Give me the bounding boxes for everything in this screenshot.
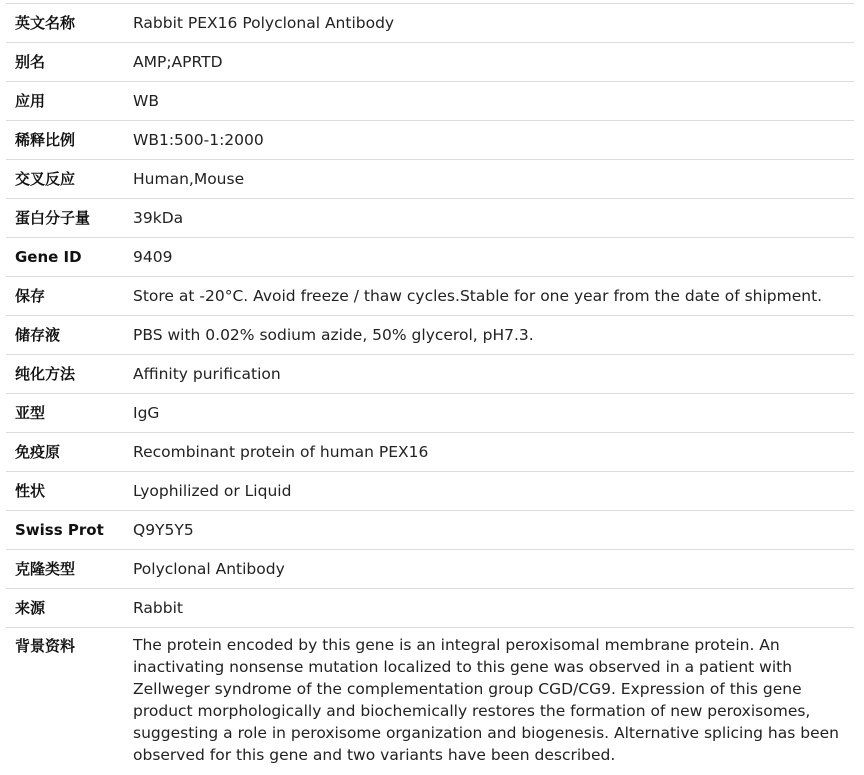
row-application — [6, 82, 854, 121]
row-label: 应用 — [15, 92, 46, 110]
row-value: WB1:500-1:2000 — [133, 131, 264, 149]
row-label: 背景资料 — [15, 637, 76, 655]
row-isotype — [6, 394, 854, 433]
row-background — [6, 628, 854, 770]
row-molecular-weight — [6, 199, 854, 238]
row-label: 纯化方法 — [15, 365, 76, 383]
row-form — [6, 472, 854, 511]
row-value: Lyophilized or Liquid — [133, 482, 292, 500]
spec-table — [6, 3, 854, 770]
row-value: Q9Y5Y5 — [133, 521, 194, 539]
row-label: 交叉反应 — [15, 170, 76, 188]
row-value: 9409 — [133, 248, 173, 266]
row-label: 保存 — [15, 287, 46, 305]
row-value: AMP;APRTD — [133, 53, 223, 71]
row-gene-id — [6, 238, 854, 277]
row-dilution — [6, 121, 854, 160]
row-value: Recombinant protein of human PEX16 — [133, 443, 429, 461]
row-english-name — [6, 4, 854, 43]
row-clonality — [6, 550, 854, 589]
row-purification — [6, 355, 854, 394]
row-cross-reactivity — [6, 160, 854, 199]
row-value: Affinity purification — [133, 365, 281, 383]
row-value: PBS with 0.02% sodium azide, 50% glycerol, pH7.3. — [133, 326, 534, 344]
row-label: Gene ID — [15, 248, 82, 266]
row-value: IgG — [133, 404, 160, 422]
row-value: Polyclonal Antibody — [133, 560, 285, 578]
row-value: WB — [133, 92, 159, 110]
row-label: Swiss Prot — [15, 521, 104, 539]
row-label: 英文名称 — [15, 14, 76, 32]
row-label: 稀释比例 — [15, 131, 76, 149]
row-label: 储存液 — [15, 326, 61, 344]
row-storage — [6, 277, 854, 316]
row-value: Rabbit — [133, 599, 183, 617]
row-alias — [6, 43, 854, 82]
row-label: 性状 — [15, 482, 46, 500]
row-swiss-prot — [6, 511, 854, 550]
row-label: 来源 — [15, 599, 46, 617]
row-value: Rabbit PEX16 Polyclonal Antibody — [133, 14, 395, 32]
row-label: 亚型 — [15, 404, 46, 422]
row-label: 蛋白分子量 — [15, 209, 91, 227]
row-host-source — [6, 589, 854, 628]
row-value: Store at -20°C. Avoid freeze / thaw cycles.Stable for one year from the date of shipment. — [133, 287, 823, 305]
row-label: 别名 — [15, 53, 46, 71]
row-label: 免疫原 — [15, 443, 61, 461]
row-value: Human,Mouse — [133, 170, 245, 188]
row-storage-buffer — [6, 316, 854, 355]
row-label: 克隆类型 — [15, 560, 76, 578]
row-value: 39kDa — [133, 209, 184, 227]
row-value: The protein encoded by this gene is an integral peroxisomal membrane protein. An inactivating nonsense mutation localized to this gene was observed in a patient with Zellweger syndrome of the complementation group CGD/CG9. Expression of this gene product morphologically and biochemically restores the formation of new peroxisomes, suggesting a role in peroxisome organization and biogenesis. Alternative splicing has been observed for this gene and two variants have been described. — [133, 636, 839, 764]
row-immunogen — [6, 433, 854, 472]
